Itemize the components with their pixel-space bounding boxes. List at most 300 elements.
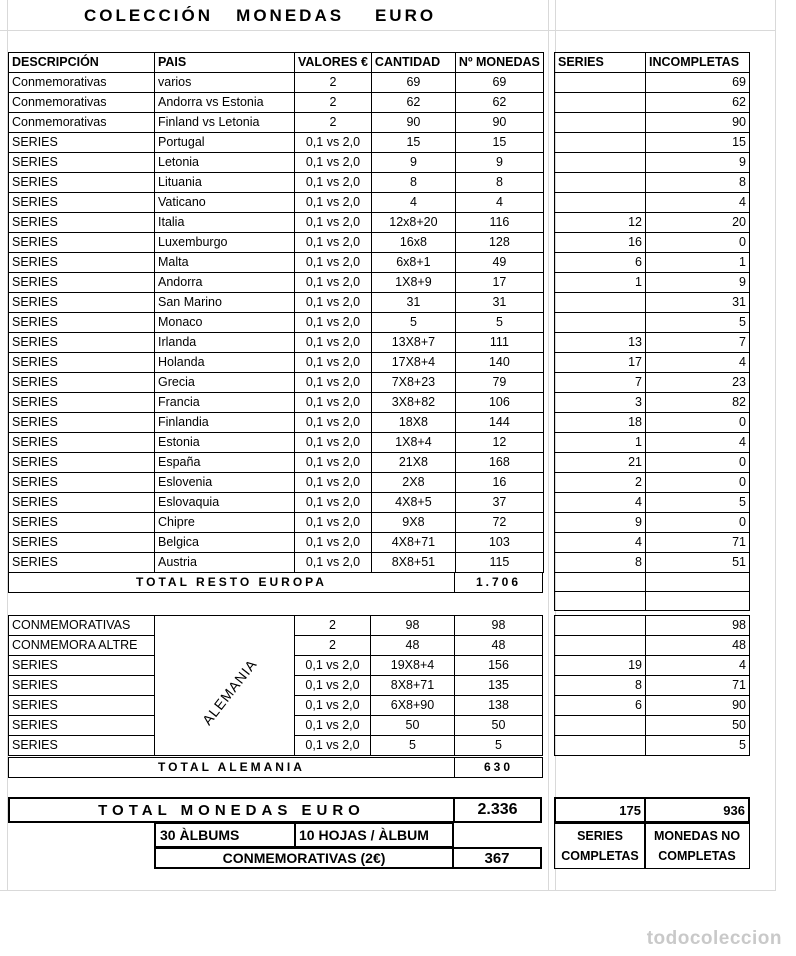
gridline — [0, 890, 776, 891]
series-row — [555, 293, 750, 313]
monedas-no-completas-line1: MONEDAS NO — [653, 829, 741, 843]
series-row — [555, 373, 750, 393]
cell-descripcion: SERIES — [9, 253, 155, 273]
cell-pais: Holanda — [155, 353, 295, 373]
grand-total-series: 175 — [554, 797, 646, 823]
cell-cantidad: 21X8 — [371, 453, 455, 473]
table-row — [9, 413, 544, 433]
cell-pais: Chipre — [155, 513, 295, 533]
cell-series: 6 — [555, 696, 646, 716]
cell-series: 6 — [555, 253, 646, 273]
cell-cantidad: 1X8+9 — [371, 273, 455, 293]
table-row — [9, 513, 544, 533]
cell-cantidad: 3X8+82 — [371, 393, 455, 413]
cell-cantidad: 4X8+71 — [371, 533, 455, 553]
table-row — [9, 353, 544, 373]
cell-series: 12 — [555, 213, 646, 233]
total-resto-value: 1.706 — [455, 573, 543, 593]
cell-descripcion: SERIES — [9, 173, 155, 193]
spacer-cell — [646, 592, 750, 611]
spacer-cell — [555, 573, 646, 592]
cell-cantidad: 19X8+4 — [371, 656, 455, 676]
total-alemania-row — [9, 758, 543, 778]
cell-incompletas: 0 — [646, 233, 750, 253]
table-row — [9, 616, 543, 636]
cell-series: 13 — [555, 333, 646, 353]
table-row — [9, 233, 544, 253]
cell-pais: varios — [155, 73, 295, 93]
series-row — [555, 696, 750, 716]
sheet-title: COLECCIÓN MONEDAS EURO — [84, 6, 437, 25]
total-alemania-table — [8, 757, 543, 778]
cell-series — [555, 153, 646, 173]
cell-descripcion: SERIES — [9, 213, 155, 233]
total-resto-label: TOTAL RESTO EUROPA — [9, 573, 455, 593]
series-row — [555, 433, 750, 453]
cell-incompletas: 62 — [646, 93, 750, 113]
cell-cantidad: 7X8+23 — [371, 373, 455, 393]
cell-pais: Finland vs Letonia — [155, 113, 295, 133]
cell-monedas: 106 — [455, 393, 543, 413]
cell-descripcion: SERIES — [9, 676, 155, 696]
cell-pais: Grecia — [155, 373, 295, 393]
cell-monedas: 8 — [455, 173, 543, 193]
cell-descripcion: CONMEMORA ALTRE — [9, 636, 155, 656]
cell-descripcion: CONMEMORATIVAS — [9, 616, 155, 636]
cell-valores: 0,1 vs 2,0 — [295, 313, 372, 333]
cell-descripcion: Conmemorativas — [9, 73, 155, 93]
series-row — [555, 193, 750, 213]
spacer-cell — [646, 573, 750, 592]
table-row — [9, 113, 544, 133]
header-row — [9, 53, 544, 73]
cell-pais: Letonia — [155, 153, 295, 173]
series-row — [555, 716, 750, 736]
cell-incompletas: 4 — [646, 656, 750, 676]
cell-cantidad: 62 — [371, 93, 455, 113]
cell-descripcion: SERIES — [9, 433, 155, 453]
cell-series: 7 — [555, 373, 646, 393]
cell-valores: 0,1 vs 2,0 — [295, 353, 372, 373]
cell-incompletas: 71 — [646, 533, 750, 553]
cell-cantidad: 6X8+90 — [371, 696, 455, 716]
cell-pais: Estonia — [155, 433, 295, 453]
cell-cantidad: 4X8+5 — [371, 493, 455, 513]
cell-monedas: 37 — [455, 493, 543, 513]
monedas-no-completas-label — [644, 823, 750, 869]
cell-cantidad: 2X8 — [371, 473, 455, 493]
cell-series — [555, 616, 646, 636]
cell-monedas: 72 — [455, 513, 543, 533]
cell-pais: Austria — [155, 553, 295, 573]
series-row — [555, 553, 750, 573]
gridline — [548, 0, 549, 890]
cell-incompletas: 15 — [646, 133, 750, 153]
series-row — [555, 73, 750, 93]
cell-cantidad: 69 — [371, 73, 455, 93]
cell-incompletas: 8 — [646, 173, 750, 193]
series-row — [555, 313, 750, 333]
cell-incompletas: 5 — [646, 736, 750, 756]
cell-cantidad: 15 — [371, 133, 455, 153]
header-incompletas: INCOMPLETAS — [646, 53, 750, 73]
cell-descripcion: SERIES — [9, 413, 155, 433]
cell-cantidad: 5 — [371, 313, 455, 333]
cell-cantidad: 98 — [371, 616, 455, 636]
table-row — [9, 453, 544, 473]
cell-incompletas: 7 — [646, 333, 750, 353]
cell-incompletas: 71 — [646, 676, 750, 696]
cell-incompletas: 0 — [646, 453, 750, 473]
cell-descripcion: SERIES — [9, 193, 155, 213]
table-row — [9, 293, 544, 313]
series-row — [555, 636, 750, 656]
cell-valores: 0,1 vs 2,0 — [295, 513, 372, 533]
cell-series: 8 — [555, 553, 646, 573]
table-row — [9, 333, 544, 353]
cell-monedas: 4 — [455, 193, 543, 213]
header-valores: VALORES € — [295, 53, 372, 73]
series-row — [555, 333, 750, 353]
cell-series: 9 — [555, 513, 646, 533]
table-row — [9, 93, 544, 113]
cell-pais: Francia — [155, 393, 295, 413]
cell-incompletas: 5 — [646, 493, 750, 513]
cell-monedas: 135 — [455, 676, 543, 696]
cell-incompletas: 4 — [646, 193, 750, 213]
series-table — [554, 52, 750, 573]
series-row — [555, 273, 750, 293]
cell-valores: 0,1 vs 2,0 — [295, 716, 371, 736]
grand-total-label: TOTAL MONEDAS EURO — [8, 797, 455, 823]
table-row — [9, 393, 544, 413]
total-alemania-label: TOTAL ALEMANIA — [9, 758, 455, 778]
series-row — [555, 656, 750, 676]
total-resto-table — [8, 572, 543, 593]
cell-valores: 2 — [295, 113, 372, 133]
cell-pais: Monaco — [155, 313, 295, 333]
cell-series: 21 — [555, 453, 646, 473]
cell-valores: 0,1 vs 2,0 — [295, 676, 371, 696]
cell-monedas: 140 — [455, 353, 543, 373]
series-row — [555, 513, 750, 533]
series-row — [555, 533, 750, 553]
total-resto-row — [9, 573, 543, 593]
table-row — [9, 373, 544, 393]
cell-series — [555, 73, 646, 93]
cell-monedas: 31 — [455, 293, 543, 313]
header-pais: PAIS — [155, 53, 295, 73]
table-row — [9, 273, 544, 293]
cell-series: 3 — [555, 393, 646, 413]
cell-cantidad: 18X8 — [371, 413, 455, 433]
cell-descripcion: SERIES — [9, 353, 155, 373]
cell-valores: 0,1 vs 2,0 — [295, 373, 372, 393]
cell-pais: España — [155, 453, 295, 473]
cell-descripcion: SERIES — [9, 493, 155, 513]
monedas-no-completas-line2: COMPLETAS — [658, 849, 736, 863]
series-row — [555, 676, 750, 696]
cell-valores: 2 — [295, 93, 372, 113]
conmemorativas-label: CONMEMORATIVAS (2€) — [154, 847, 454, 869]
series-row — [555, 173, 750, 193]
alemania-table — [8, 615, 543, 756]
cell-valores: 0,1 vs 2,0 — [295, 293, 372, 313]
cell-incompletas: 9 — [646, 273, 750, 293]
cell-monedas: 49 — [455, 253, 543, 273]
cell-descripcion: Conmemorativas — [9, 93, 155, 113]
grand-total-value: 2.336 — [453, 797, 542, 823]
cell-valores: 0,1 vs 2,0 — [295, 333, 372, 353]
cell-series — [555, 736, 646, 756]
total-alemania-value: 630 — [455, 758, 543, 778]
table-row — [9, 173, 544, 193]
cell-monedas: 69 — [455, 73, 543, 93]
cell-pais: Malta — [155, 253, 295, 273]
cell-cantidad: 13X8+7 — [371, 333, 455, 353]
cell-valores: 0,1 vs 2,0 — [295, 433, 372, 453]
cell-pais: Italia — [155, 213, 295, 233]
grand-total-incompletas: 936 — [644, 797, 750, 823]
cell-series — [555, 293, 646, 313]
cell-descripcion: SERIES — [9, 393, 155, 413]
cell-incompletas: 31 — [646, 293, 750, 313]
spacer-cell — [555, 592, 646, 611]
cell-series — [555, 93, 646, 113]
cell-valores: 0,1 vs 2,0 — [295, 213, 372, 233]
cell-incompletas: 4 — [646, 433, 750, 453]
cell-valores: 2 — [295, 616, 371, 636]
series-row — [555, 113, 750, 133]
cell-incompletas: 90 — [646, 113, 750, 133]
cell-incompletas: 51 — [646, 553, 750, 573]
cell-series — [555, 716, 646, 736]
table-row — [9, 253, 544, 273]
cell-cantidad: 31 — [371, 293, 455, 313]
cell-monedas: 156 — [455, 656, 543, 676]
hojas-label: 10 HOJAS / ÀLBUM — [294, 823, 454, 847]
cell-monedas: 116 — [455, 213, 543, 233]
cell-pais: Vaticano — [155, 193, 295, 213]
cell-valores: 2 — [295, 636, 371, 656]
cell-valores: 0,1 vs 2,0 — [295, 273, 372, 293]
cell-descripcion: SERIES — [9, 473, 155, 493]
header-series: SERIES — [555, 53, 646, 73]
cell-descripcion: SERIES — [9, 373, 155, 393]
cell-monedas: 5 — [455, 313, 543, 333]
cell-cantidad: 1X8+4 — [371, 433, 455, 453]
cell-series: 4 — [555, 533, 646, 553]
cell-monedas: 16 — [455, 473, 543, 493]
cell-incompletas: 98 — [646, 616, 750, 636]
cell-monedas: 50 — [455, 716, 543, 736]
cell-valores: 0,1 vs 2,0 — [295, 533, 372, 553]
cell-monedas: 90 — [455, 113, 543, 133]
table-row — [9, 553, 544, 573]
cell-monedas: 144 — [455, 413, 543, 433]
cell-monedas: 138 — [455, 696, 543, 716]
series-row — [555, 393, 750, 413]
series-row — [555, 253, 750, 273]
cell-valores: 0,1 vs 2,0 — [295, 173, 372, 193]
cell-series: 1 — [555, 433, 646, 453]
series-row — [555, 353, 750, 373]
cell-series: 18 — [555, 413, 646, 433]
cell-pais: Eslovenia — [155, 473, 295, 493]
cell-monedas: 115 — [455, 553, 543, 573]
cell-valores: 0,1 vs 2,0 — [295, 553, 372, 573]
cell-monedas: 111 — [455, 333, 543, 353]
cell-cantidad: 17X8+4 — [371, 353, 455, 373]
series-header-row — [555, 53, 750, 73]
cell-cantidad: 48 — [371, 636, 455, 656]
table-row — [9, 193, 544, 213]
table-row — [9, 133, 544, 153]
cell-valores: 0,1 vs 2,0 — [295, 233, 372, 253]
cell-pais: Eslovaquia — [155, 493, 295, 513]
series-row — [555, 413, 750, 433]
cell-valores: 0,1 vs 2,0 — [295, 133, 372, 153]
cell-cantidad: 50 — [371, 716, 455, 736]
header-monedas: Nº MONEDAS — [455, 53, 543, 73]
series-row — [555, 736, 750, 756]
cell-series — [555, 173, 646, 193]
cell-monedas: 103 — [455, 533, 543, 553]
series-completas-line2: COMPLETAS — [561, 849, 639, 863]
table-row — [9, 433, 544, 453]
cell-valores: 0,1 vs 2,0 — [295, 453, 372, 473]
cell-monedas: 168 — [455, 453, 543, 473]
cell-monedas: 62 — [455, 93, 543, 113]
cell-valores: 0,1 vs 2,0 — [295, 493, 372, 513]
cell-valores: 0,1 vs 2,0 — [295, 253, 372, 273]
cell-cantidad: 9X8 — [371, 513, 455, 533]
table-row — [9, 153, 544, 173]
cell-incompletas: 4 — [646, 353, 750, 373]
cell-series: 4 — [555, 493, 646, 513]
conmemorativas-value: 367 — [452, 847, 542, 869]
cell-monedas: 9 — [455, 153, 543, 173]
watermark-logo: todocoleccion — [646, 928, 782, 949]
cell-incompletas: 48 — [646, 636, 750, 656]
cell-incompletas: 0 — [646, 413, 750, 433]
cell-series: 1 — [555, 273, 646, 293]
cell-incompletas: 1 — [646, 253, 750, 273]
cell-incompletas: 20 — [646, 213, 750, 233]
cell-incompletas: 0 — [646, 513, 750, 533]
cell-monedas: 48 — [455, 636, 543, 656]
cell-pais: Andorra vs Estonia — [155, 93, 295, 113]
cell-incompletas: 50 — [646, 716, 750, 736]
series-completas-label — [554, 823, 646, 869]
cell-series: 16 — [555, 233, 646, 253]
cell-descripcion: SERIES — [9, 453, 155, 473]
cell-monedas: 12 — [455, 433, 543, 453]
cell-descripcion: SERIES — [9, 656, 155, 676]
cell-descripcion: SERIES — [9, 153, 155, 173]
cell-incompletas: 90 — [646, 696, 750, 716]
cell-monedas: 98 — [455, 616, 543, 636]
cell-monedas: 17 — [455, 273, 543, 293]
series-row — [555, 133, 750, 153]
cell-pais: Andorra — [155, 273, 295, 293]
cell-incompletas: 9 — [646, 153, 750, 173]
table-row — [9, 313, 544, 333]
series-completas-line1: SERIES — [577, 829, 623, 843]
cell-pais: Finlandia — [155, 413, 295, 433]
series-row — [555, 473, 750, 493]
cell-descripcion: SERIES — [9, 293, 155, 313]
coins-table — [8, 52, 544, 573]
cell-valores: 0,1 vs 2,0 — [295, 153, 372, 173]
cell-descripcion: Conmemorativas — [9, 113, 155, 133]
cell-descripcion: SERIES — [9, 333, 155, 353]
header-cantidad: CANTIDAD — [371, 53, 455, 73]
cell-descripcion: SERIES — [9, 553, 155, 573]
alemania-series-table — [554, 615, 750, 756]
series-row — [555, 493, 750, 513]
cell-monedas: 5 — [455, 736, 543, 756]
cell-descripcion: SERIES — [9, 716, 155, 736]
table-row — [9, 213, 544, 233]
cell-descripcion: SERIES — [9, 313, 155, 333]
cell-cantidad: 4 — [371, 193, 455, 213]
series-row — [555, 213, 750, 233]
cell-descripcion: SERIES — [9, 273, 155, 293]
cell-cantidad: 8 — [371, 173, 455, 193]
cell-cantidad: 12x8+20 — [371, 213, 455, 233]
cell-pais: Irlanda — [155, 333, 295, 353]
cell-monedas: 128 — [455, 233, 543, 253]
cell-series — [555, 193, 646, 213]
cell-valores: 2 — [295, 73, 372, 93]
cell-series: 19 — [555, 656, 646, 676]
cell-valores: 0,1 vs 2,0 — [295, 696, 371, 716]
series-row — [555, 616, 750, 636]
cell-pais: Luxemburgo — [155, 233, 295, 253]
cell-monedas: 79 — [455, 373, 543, 393]
cell-valores: 0,1 vs 2,0 — [295, 473, 372, 493]
cell-pais: Portugal — [155, 133, 295, 153]
cell-valores: 0,1 vs 2,0 — [295, 393, 372, 413]
series-row — [555, 153, 750, 173]
cell-series — [555, 113, 646, 133]
cell-incompletas: 69 — [646, 73, 750, 93]
series-row — [555, 233, 750, 253]
cell-monedas: 15 — [455, 133, 543, 153]
cell-descripcion: SERIES — [9, 513, 155, 533]
series-row — [555, 93, 750, 113]
cell-cantidad: 8X8+51 — [371, 553, 455, 573]
gridline — [775, 0, 776, 890]
cell-cantidad: 90 — [371, 113, 455, 133]
cell-descripcion: SERIES — [9, 736, 155, 756]
cell-series — [555, 313, 646, 333]
cell-valores: 0,1 vs 2,0 — [295, 413, 372, 433]
cell-pais: San Marino — [155, 293, 295, 313]
albums-label: 30 ÀLBUMS — [154, 823, 296, 847]
table-row — [9, 533, 544, 553]
cell-descripcion: SERIES — [9, 133, 155, 153]
alemania-label: ALEMANIA — [198, 656, 260, 728]
cell-series: 2 — [555, 473, 646, 493]
cell-series — [555, 133, 646, 153]
cell-descripcion: SERIES — [9, 233, 155, 253]
cell-descripcion: SERIES — [9, 533, 155, 553]
series-row — [555, 453, 750, 473]
cell-valores: 0,1 vs 2,0 — [295, 656, 371, 676]
cell-incompletas: 23 — [646, 373, 750, 393]
